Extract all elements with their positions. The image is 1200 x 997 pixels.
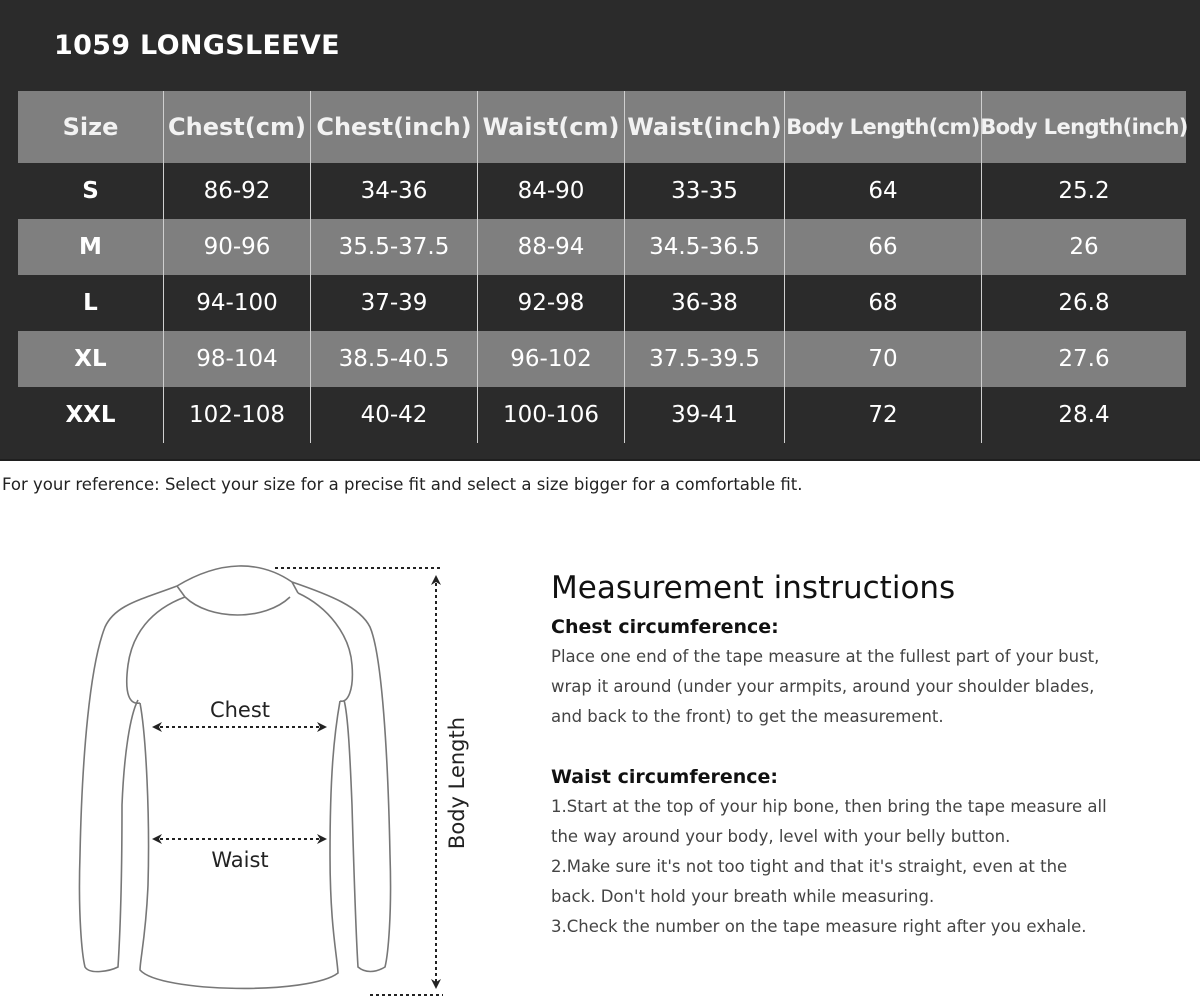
size-cell: S	[18, 163, 164, 219]
chest-inch-cell: 40-42	[311, 387, 478, 443]
waist-heading: Waist circumference:	[551, 766, 779, 788]
chest-cm-cell: 102-108	[164, 387, 311, 443]
table-row	[18, 331, 1186, 387]
size-cell: M	[18, 219, 164, 275]
table-row	[18, 387, 1186, 443]
body-length-label: Body Length	[445, 716, 469, 850]
waist-instruction-line: 2.Make sure it's not too tight and that it's straight, even at the	[551, 857, 1068, 876]
chest-heading: Chest circumference:	[551, 616, 779, 638]
size-table	[18, 91, 1186, 443]
header-chest-cm: Chest(cm)	[164, 91, 311, 163]
product-title: 1059 LONGSLEEVE	[54, 30, 340, 61]
header-body-length-inch: Body Length(inch)	[980, 115, 1188, 139]
table-row	[18, 275, 1186, 331]
body-length-cm-cell: 64	[785, 163, 982, 219]
chest-inch-cell: 37-39	[311, 275, 478, 331]
chest-label: Chest	[209, 698, 271, 722]
waist-instruction-line: back. Don't hold your breath while measuring.	[551, 887, 935, 906]
body-length-cm-cell: 68	[785, 275, 982, 331]
body-length-inch-cell: 25.2	[1058, 178, 1110, 204]
body-length-cm-cell: 70	[785, 331, 982, 387]
waist-cm-cell: 84-90	[478, 163, 625, 219]
waist-instructions	[551, 792, 1191, 942]
waist-instruction-line: 1.Start at the top of your hip bone, then bring the tape measure all	[551, 797, 1107, 816]
body-length-inch-cell: 28.4	[1058, 402, 1110, 428]
reference-note: For your reference: Select your size for a precise fit and select a size bigger for a comfortable fit.	[2, 475, 803, 494]
waist-inch-cell: 39-41	[625, 387, 785, 443]
shirt-outline-icon	[79, 566, 390, 988]
shirt-measurement-diagram	[60, 555, 480, 997]
waist-inch-cell: 34.5-36.5	[625, 219, 785, 275]
chest-instruction-line: Place one end of the tape measure at the fullest part of your bust,	[551, 647, 1100, 666]
chest-instruction-line: wrap it around (under your armpits, around your shoulder blades,	[551, 677, 1095, 696]
waist-label: Waist	[211, 848, 269, 872]
body-length-inch-cell: 26.8	[1058, 290, 1110, 316]
body-length-inch-cell: 26	[1069, 234, 1099, 260]
waist-cm-cell: 88-94	[478, 219, 625, 275]
size-cell: XL	[18, 331, 164, 387]
table-row	[18, 163, 1186, 219]
header-body-length-cm: Body Length(cm)	[785, 91, 982, 163]
waist-inch-cell: 36-38	[625, 275, 785, 331]
chest-instruction-line: and back to the front) to get the measurement.	[551, 707, 944, 726]
size-cell: L	[18, 275, 164, 331]
chest-cm-cell: 98-104	[164, 331, 311, 387]
body-length-inch-cell: 27.6	[1058, 346, 1110, 372]
measurement-instructions	[551, 570, 1191, 942]
instructions-title: Measurement instructions	[551, 570, 956, 606]
chest-inch-cell: 38.5-40.5	[311, 331, 478, 387]
waist-inch-cell: 37.5-39.5	[625, 331, 785, 387]
waist-instruction-line: the way around your body, level with your belly button.	[551, 827, 1011, 846]
chest-cm-cell: 86-92	[164, 163, 311, 219]
header-size: Size	[18, 91, 164, 163]
size-chart-panel	[0, 0, 1200, 461]
chest-inch-cell: 35.5-37.5	[311, 219, 478, 275]
waist-instruction-line: 3.Check the number on the tape measure right after you exhale.	[551, 917, 1087, 936]
chest-inch-cell: 34-36	[311, 163, 478, 219]
waist-cm-cell: 100-106	[478, 387, 625, 443]
chest-cm-cell: 90-96	[164, 219, 311, 275]
chest-instructions	[551, 642, 1191, 732]
table-header-row	[18, 91, 1186, 163]
waist-cm-cell: 96-102	[478, 331, 625, 387]
chest-cm-cell: 94-100	[164, 275, 311, 331]
header-waist-inch: Waist(inch)	[625, 91, 785, 163]
waist-cm-cell: 92-98	[478, 275, 625, 331]
header-chest-inch: Chest(inch)	[311, 91, 478, 163]
waist-inch-cell: 33-35	[625, 163, 785, 219]
size-cell: XXL	[18, 387, 164, 443]
body-length-cm-cell: 66	[785, 219, 982, 275]
table-row	[18, 219, 1186, 275]
body-length-cm-cell: 72	[785, 387, 982, 443]
header-waist-cm: Waist(cm)	[478, 91, 625, 163]
